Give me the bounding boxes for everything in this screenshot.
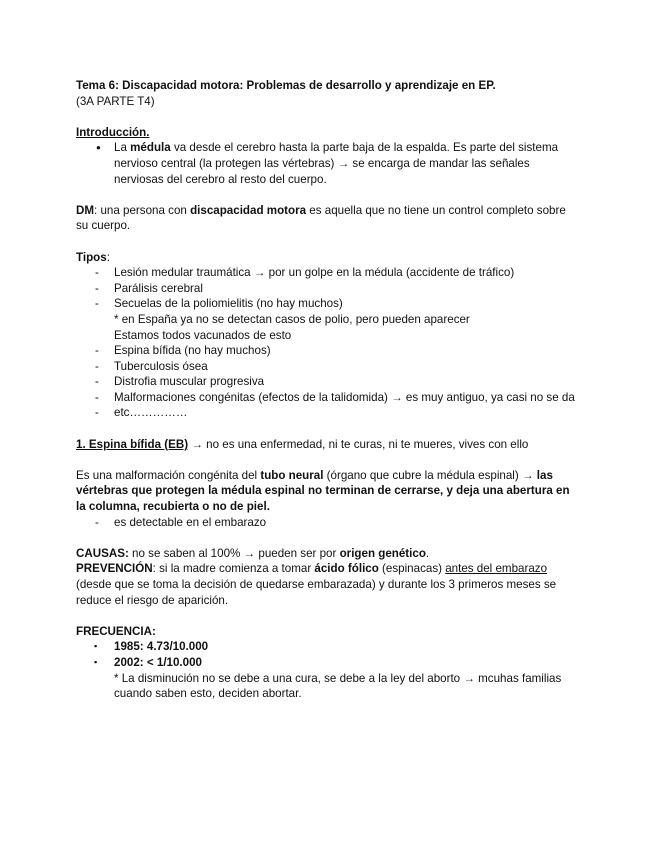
document-title: Tema 6: Discapacidad motora: Problemas de desarrollo y aprendizaje en EP. [76,79,496,92]
espina-heading: 1. Espina bífida (EB) → no es una enfermedad, ni te curas, ni te mueres, vives con ello [76,437,529,451]
causas-paragraph: CAUSAS: no se saben al 100% → pueden ser por origen genético. [76,546,430,560]
list-item: - Secuelas de la poliomielitis (no hay muchos) * en España ya no se detectan casos de polio, pero pueden aparecer Estamos todos vacunados de esto [76,296,581,343]
document-page [76,78,581,702]
list-item: - Tuberculosis ósea [76,359,581,375]
espina-definition: Es una malformación congénita del tubo neural (órgano que cubre la médula espinal) → las vértebras que protegen la médula espinal no terminan de cerrarse, y deja una abertura en la columna, recubierta o no de piel. [76,468,570,514]
intro-item: ● La médula va desde el cerebro hasta la parte baja de la espalda. Es parte del sistema nervioso central (la protegen las vértebras) → se encarga de mandar las señales nerviosas del cerebro al resto del cuerpo. [76,140,581,187]
list-item: - etc…………… [76,405,581,421]
list-item: - Distrofia muscular progresiva [76,374,581,390]
intro-list [76,140,581,187]
tipos-heading: Tipos: [76,250,110,264]
list-item: - Lesión medular traumática → por un golpe en la médula (accidente de tráfico) [76,265,581,281]
list-item: ▪ 2002: < 1/10.000 * La disminución no se debe a una cura, se debe a la ley del aborto → mcuhas familias cuando saben esto, deciden abortar. [76,655,581,702]
list-item: - Malformaciones congénitas (efectos de la talidomida) → es muy antiguo, ya casi no se da [76,390,581,406]
dm-definition: DM: una persona con discapacidad motora es aquella que no tiene un control completo sobre su cuerpo. [76,203,566,233]
intro-heading: Introducción. [76,125,150,139]
list-item: - Parálisis cerebral [76,281,581,297]
list-item: ▪ 1985: 4.73/10.000 [76,639,581,655]
frecuencia-list [76,639,581,701]
tipos-list [76,265,581,421]
list-item: - es detectable en el embarazo [76,515,581,531]
frecuencia-heading: FRECUENCIA: [76,624,156,638]
prevencion-paragraph: PREVENCIÓN: si la madre comienza a tomar ácido fólico (espinacas) antes del embarazo (desde que se toma la decisión de quedarse embarazada) y durante los 3 primeros meses se reduce el riesgo de aparición. [76,562,557,607]
list-item: - Espina bífida (no hay muchos) [76,343,581,359]
document-subtitle: (3A PARTE T4) [76,94,155,108]
espina-list [76,515,581,531]
